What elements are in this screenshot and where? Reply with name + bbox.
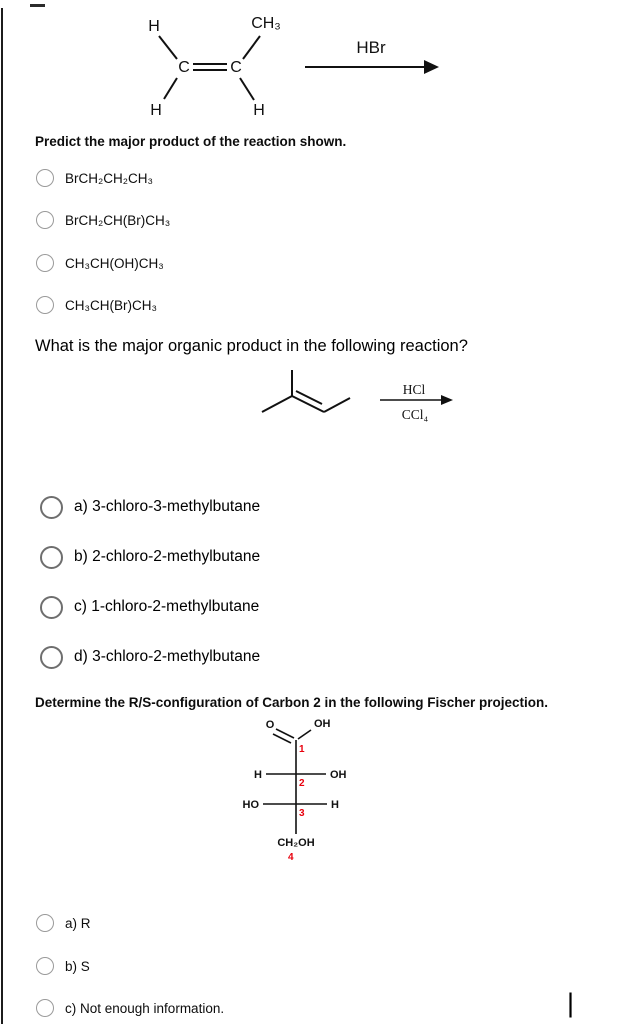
atom-label-o: O	[265, 719, 275, 731]
bond-line	[240, 78, 254, 100]
q2-option-a-label[interactable]: a) 3-chloro-3-methylbutane	[74, 498, 261, 515]
page-edge-line	[1, 8, 3, 1024]
bond-line	[159, 36, 177, 59]
q1-option-1[interactable]	[36, 168, 153, 188]
radio-q2-option-a[interactable]	[40, 496, 63, 519]
atom-label-h-left-c2: H	[254, 769, 262, 781]
atom-label-c-right: C	[230, 59, 242, 76]
atom-label-oh-top: OH	[314, 718, 331, 730]
carbon-number-2: 2	[299, 778, 305, 789]
atom-label-h-top-left: H	[148, 18, 160, 35]
radio-q3-option-a[interactable]	[36, 914, 54, 932]
fischer-projection	[228, 712, 380, 864]
q2-option-c[interactable]	[40, 597, 259, 617]
fischer-bonds	[263, 729, 327, 834]
alkene-hcl-scheme	[240, 362, 475, 426]
atom-label-ho-left-c3: HO	[242, 799, 259, 811]
q1-option-1-label[interactable]: BrCH₂CH₂CH₃	[65, 170, 153, 186]
q3-option-c-label[interactable]: c) Not enough information.	[65, 1000, 225, 1016]
radio-q3-option-c[interactable]	[36, 999, 54, 1017]
stray-mark	[30, 4, 45, 7]
propene-bonds	[159, 36, 260, 100]
q1-option-2-label[interactable]: BrCH₂CH(Br)CH₃	[65, 212, 171, 228]
q3-option-b-label[interactable]: b) S	[65, 958, 90, 974]
bond-line	[324, 398, 350, 412]
q1-option-2[interactable]	[36, 210, 170, 230]
q1-option-3-label[interactable]: CH₃CH(OH)CH₃	[65, 255, 164, 271]
q3-option-b[interactable]	[36, 956, 90, 976]
carbon-number-4: 4	[288, 852, 294, 863]
propene-atom-labels	[148, 15, 281, 119]
q2-option-c-label[interactable]: c) 1-chloro-2-methylbutane	[74, 598, 260, 615]
carbon-number-1: 1	[299, 744, 305, 755]
propene-hbr-scheme	[140, 8, 460, 122]
bond-line	[298, 730, 311, 739]
radio-q1-option-3[interactable]	[36, 254, 54, 272]
reagent-hcl-label: HCl	[402, 382, 426, 397]
q3-option-a[interactable]	[36, 913, 91, 933]
reaction-arrow-1	[305, 60, 439, 74]
bond-line	[164, 78, 177, 99]
radio-q2-option-b[interactable]	[40, 546, 63, 569]
atom-label-ch3: CH₃	[251, 15, 281, 32]
arrow-head	[424, 60, 439, 74]
q1-option-4[interactable]	[36, 295, 157, 315]
solvent-ccl4-label: CCl₄	[401, 407, 429, 422]
radio-q1-option-4[interactable]	[36, 296, 54, 314]
fischer-atom-labels	[243, 718, 347, 849]
double-bond-line	[296, 391, 322, 404]
q1-option-3[interactable]	[36, 253, 164, 273]
atom-label-ch2oh: CH₂OH	[277, 837, 315, 849]
atom-label-h-bottom-left: H	[150, 102, 162, 119]
atom-label-oh-right-c2: OH	[330, 769, 347, 781]
q2-option-b[interactable]	[40, 547, 260, 567]
q3-option-a-label[interactable]: a) R	[65, 915, 91, 931]
question-2-prompt: What is the major organic product in the following reaction?	[35, 337, 468, 355]
atom-label-c-left: C	[178, 59, 190, 76]
text-caret: |	[567, 988, 575, 1018]
q3-option-c[interactable]	[36, 998, 224, 1018]
alkene-bonds	[262, 370, 350, 412]
q2-option-d[interactable]	[40, 647, 260, 667]
radio-q3-option-b[interactable]	[36, 957, 54, 975]
atom-label-h-bottom-right: H	[253, 102, 265, 119]
question-1-prompt: Predict the major product of the reaction shown.	[35, 134, 347, 149]
radio-q1-option-1[interactable]	[36, 169, 54, 187]
q2-option-a[interactable]	[40, 497, 260, 517]
bond-line	[262, 396, 292, 412]
atom-label-h-right-c3: H	[331, 799, 339, 811]
radio-q1-option-2[interactable]	[36, 211, 54, 229]
radio-q2-option-c[interactable]	[40, 596, 63, 619]
carbon-number-3: 3	[299, 808, 305, 819]
q2-option-d-label[interactable]: d) 3-chloro-2-methylbutane	[74, 648, 261, 665]
question-3-prompt: Determine the R/S-configuration of Carbon 2 in the following Fischer projection.	[35, 695, 549, 710]
arrow-head	[441, 395, 453, 405]
reagent-hbr-label: HBr	[356, 38, 386, 57]
double-bond-line	[292, 396, 324, 412]
q1-option-4-label[interactable]: CH₃CH(Br)CH₃	[65, 297, 157, 313]
radio-q2-option-d[interactable]	[40, 646, 63, 669]
q2-option-b-label[interactable]: b) 2-chloro-2-methylbutane	[74, 548, 261, 565]
bond-line	[243, 36, 260, 59]
